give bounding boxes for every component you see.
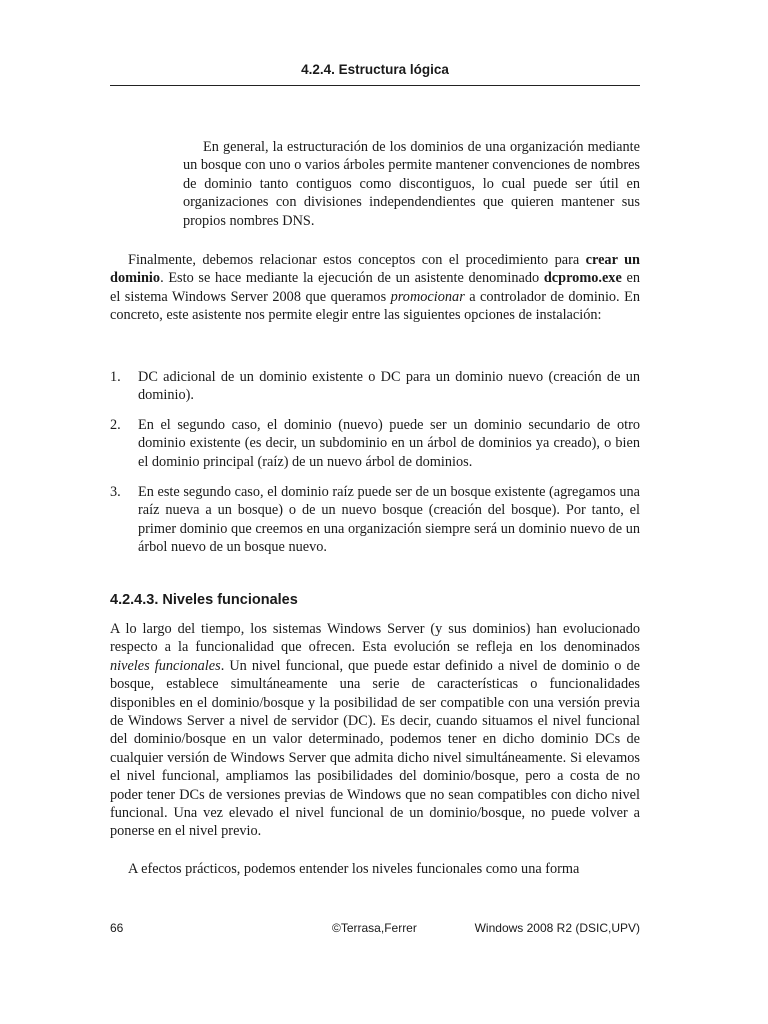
effects-paragraph: A efectos prácticos, podemos entender los niveles funcionales como una forma bbox=[128, 861, 580, 877]
bold-term-create-domain: crear un dominio bbox=[110, 252, 640, 287]
list-item-text: En este segundo caso, el dominio raíz puede ser de un bosque existente (agregamos una raíz nueva a un bosque) o de un nuevo bosque (creación del bosque). Por tanto, el primer dominio que creemos en una organización siempre será un dominio nuevo de un árbol nuevo de un bosque nuevo. bbox=[138, 484, 640, 556]
italic-term-promote: promocionar bbox=[390, 288, 465, 305]
list-item-number: 2. bbox=[110, 417, 121, 433]
intro-paragraph bbox=[110, 251, 640, 325]
functional-levels-paragraph bbox=[110, 620, 640, 841]
header-rule bbox=[110, 85, 640, 86]
text-run: A lo largo del tiempo, los sistemas Windows Server (y sus dominios) han evolucionado respecto a la funcionalidad que ofrecen. Esta evolución se refleja en los denominados bbox=[110, 621, 640, 656]
footer-copyright: ©Terrasa,Ferrer bbox=[332, 921, 417, 935]
text-run: . Esto se hace mediante la ejecución de un asistente denominado bbox=[160, 270, 544, 287]
list-item bbox=[110, 368, 640, 405]
page-number: 66 bbox=[110, 921, 124, 935]
list-item-number: 1. bbox=[110, 369, 121, 385]
text-run: en el sistema Windows Server 2008 que queramos bbox=[110, 270, 640, 305]
text-run: a controlador de dominio. En concreto, este asistente nos permite elegir entre las siguientes opciones de instalación: bbox=[110, 288, 640, 324]
list-item-number: 3. bbox=[110, 484, 121, 500]
list-item bbox=[110, 483, 640, 557]
footer-title: Windows 2008 R2 (DSIC,UPV) bbox=[474, 921, 640, 935]
page-header-title: 4.2.4. Estructura lógica bbox=[301, 62, 449, 77]
quote-paragraph: En general, la estructuración de los dominios de una organización mediante un bosque con uno o varios árboles permite mantener convenciones de nombres de dominio tanto contiguos como discontiguos, lo cual puede ser útil en organizaciones con divisiones independendientes que quieren mantener sus propios nombres DNS. bbox=[183, 139, 640, 229]
text-run: . Un nivel funcional, que puede estar definido a nivel de dominio o de bosque, establece simultáneamente una serie de características o funcionalidades disponibles en el dominio/bosque y la posibilidad de ser compatible con una versión previa de Windows Server a nivel de servidor (DC). Es decir, cuando situamos el nivel funcional del dominio/bosque en un valor determinado, podemos tener en dicho dominio DCs de cualquier versión de Windows Server que admita dicho nivel simultáneamente. Si elevamos el nivel funcional, ampliamos las posibilidades del dominio/bosque, pero a costa de no poder tener DCs de versiones previas de Windows que no sean compatibles con dicho nivel funcional. Una vez elevado el nivel funcional de un dominio/bosque, no puede volver a ponerse en el nivel previo. bbox=[110, 657, 640, 840]
list-item-text: DC adicional de un dominio existente o DC para un dominio nuevo (creación de un dominio). bbox=[138, 369, 640, 404]
text-run: Finalmente, debemos relacionar estos conceptos con el procedimiento para bbox=[128, 252, 586, 268]
list-item-text: En el segundo caso, el dominio (nuevo) puede ser un dominio secundario de otro dominio existente (es decir, un subdominio en un árbol de dominios ya creado), o bien el dominio principal (raíz) de un nuevo árbol de dominios. bbox=[138, 417, 640, 470]
list-item bbox=[110, 416, 640, 471]
bold-term-dcpromo: dcpromo.exe bbox=[543, 270, 622, 287]
section-heading: 4.2.4.3. Niveles funcionales bbox=[110, 592, 298, 608]
italic-term-functional-levels: niveles funcionales bbox=[110, 657, 221, 674]
